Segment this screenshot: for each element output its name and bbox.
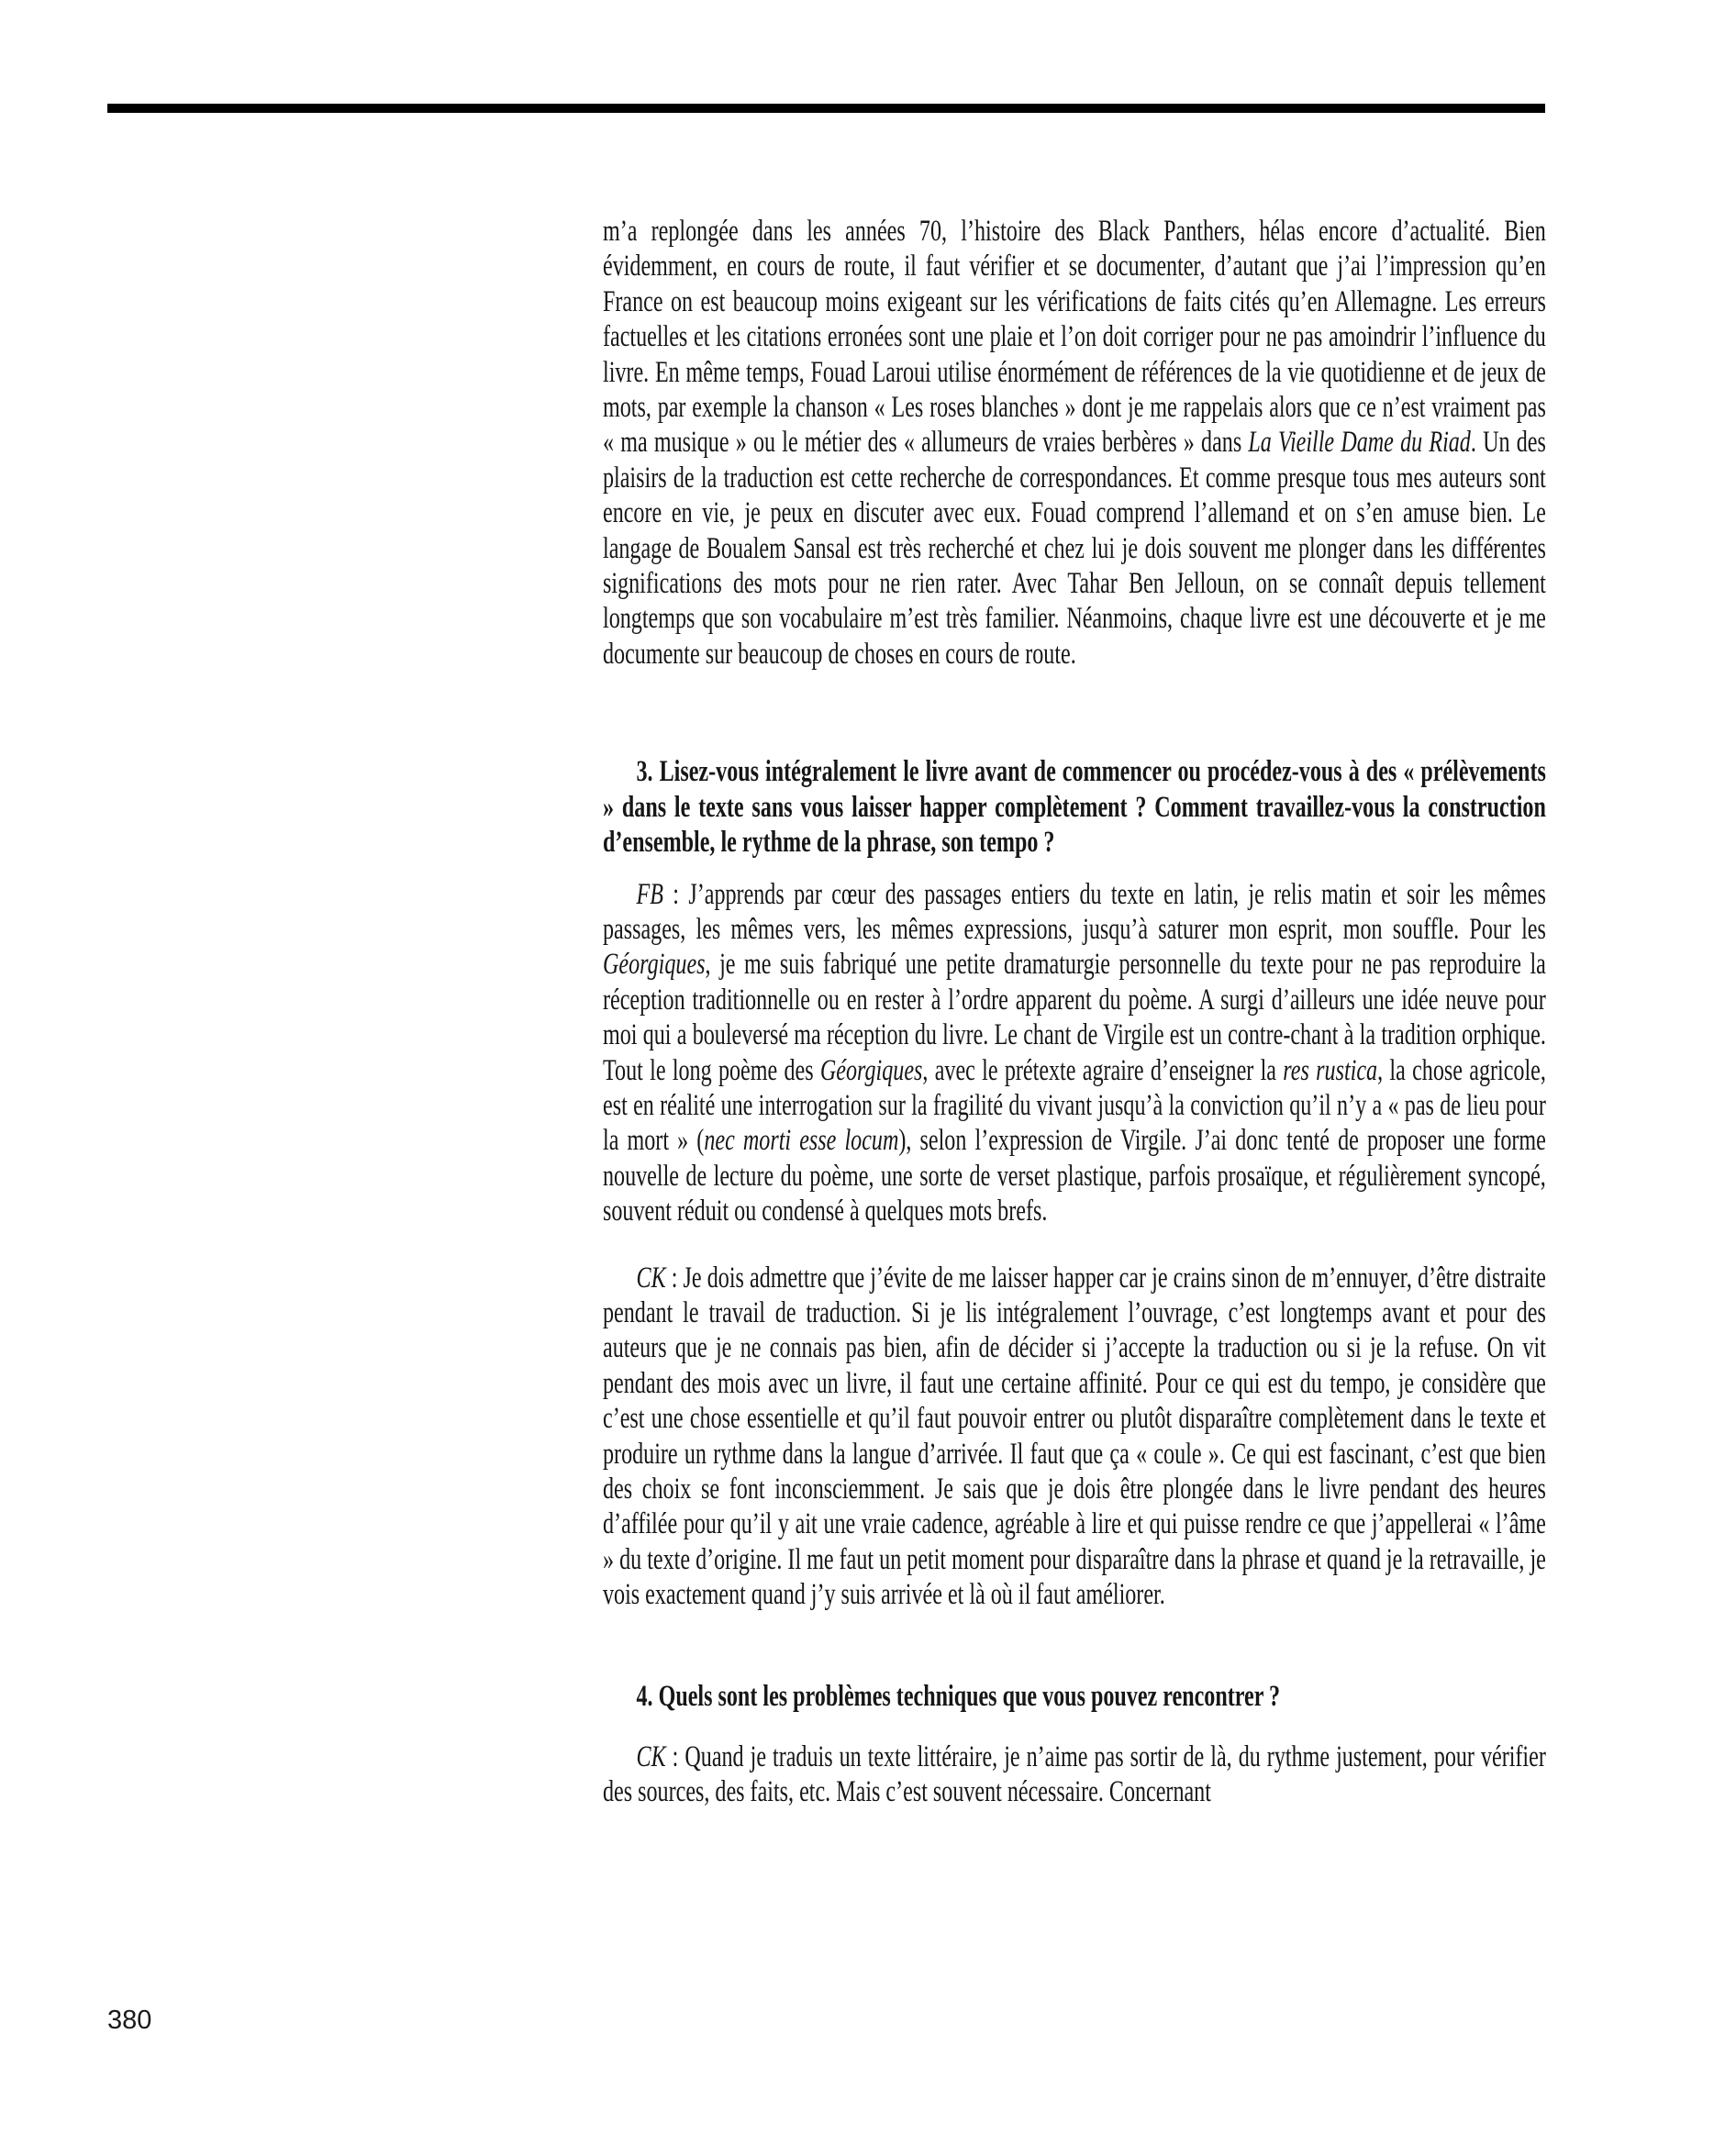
italic-run: CK [636, 1740, 666, 1774]
question-4 [603, 1679, 1546, 1714]
text-run: m’a replongée dans les années 70, l’histoire des Black Panthers, hélas encore d’actualité. Bien évidemment, en cours de route, il faut vérifier et se documenter, d’autant que j’ai l’impression qu’en France on est beaucoup moins exigeant sur les vérifications de faits cités qu’en Allemagne. Les erreurs factuelles et les citations erronées sont une plaie et l’on doit corriger pour ne pas amoindrir l’influence du livre. En même temps, Fouad Laroui utilise énormément de références de la vie quotidienne et de jeux de mots, par exemple la chanson « Les roses blanches » dont je me rappelais alors que ce n’est vraiment pas « ma musique » ou le métier des « allumeurs de vraies berbères » dans [603, 215, 1546, 460]
italic-run: Géorgiques [819, 1053, 923, 1087]
italic-run: La Vieille Dame du Riad [1248, 426, 1471, 460]
italic-run: CK [636, 1261, 666, 1295]
page-number: 380 [107, 2006, 152, 2035]
text-run: , avec le prétexte agraire d’enseigner la [922, 1053, 1284, 1087]
question-3 [603, 754, 1546, 860]
continuation-paragraph [603, 214, 1546, 672]
text-run: : Je dois admettre que j’évite de me laisser happer car je crains sinon de m’ennuyer, d’être distraite pendant le travail de traduction. Si je lis intégralement l’ouvrage, c’est longtemps avant et pour des auteurs que je ne connais pas bien, afin de décider si j’accepte la traduction ou si je la refuse. On vit pendant des mois avec un livre, il faut une certaine affinité. Pour ce qui est du tempo, je considère que c’est une chose essentielle et qu’il faut pouvoir entrer ou plutôt disparaître complètement dans le texte et produire un rythme dans la langue d’arrivée. Il faut que ça « coule ». Ce qui est fascinant, c’est que bien des choix se font inconsciemment. Je sais que je dois être plongée dans le livre pendant des heures d’affilée pour qu’il y ait une vraie cadence, agréable à lire et qui puisse rendre ce que j’appellerai « l’âme » du texte d’origine. Il me faut un petit moment pour disparaître dans la phrase et quand je la retravaille, je vois exactement quand j’y suis arrivée et là où il faut améliorer. [603, 1261, 1546, 1612]
italic-run: res rustica [1283, 1053, 1378, 1087]
answer-ck-2 [603, 1739, 1546, 1810]
italic-run: Géorgiques [603, 948, 706, 982]
text-run: 3. Lisez-vous intégralement le livre avant de commencer ou procédez-vous à des « prélèvements » dans le texte sans vous laisser happer complètement ? Comment travaillez-vous la construction d’ensemble, le rythme de la phrase, son tempo ? [603, 755, 1546, 860]
text-run: 4. Quels sont les problèmes techniques que vous pouvez rencontrer ? [636, 1679, 1281, 1713]
text-column [603, 214, 1546, 1810]
text-run: : Quand je traduis un texte littéraire, je n’aime pas sortir de là, du rythme justement, pour vérifier des sources, des faits, etc. Mais c’est souvent nécessaire. Concernant [603, 1740, 1546, 1809]
text-run: ), selon l’expression de Virgile. J’ai donc tenté de proposer une forme nouvelle de lecture du poème, une sorte de verset plastique, parfois prosaïque, et régulièrement syncopé, souvent réduit ou condensé à quelques mots brefs. [603, 1124, 1546, 1228]
italic-run: FB [636, 877, 663, 911]
italic-run: nec morti esse locum [704, 1124, 899, 1158]
answer-ck [603, 1261, 1546, 1613]
text-run: . Un des plaisirs de la traduction est cette recherche de correspondances. Et comme presque tous mes auteurs sont encore en vie, je peux en discuter avec eux. Fouad comprend l’allemand et on s’en amuse bien. Le langage de Boualem Sansal est très recherché et chez lui je dois souvent me plonger dans les différentes significations des mots pour ne rien rater. Avec Tahar Ben Jelloun, on se connaît depuis tellement longtemps que son vocabulaire m’est très familier. Néanmoins, chaque livre est une découverte et je me documente sur beaucoup de choses en cours de route. [603, 426, 1546, 671]
header-rule [107, 104, 1545, 113]
text-run: , je me suis fabriqué une petite dramaturgie personnelle du texte pour ne pas reproduire la réception traditionnelle ou en rester à l’ordre apparent du poème. A surgi d’ailleurs une idée neuve pour moi qui a bouleversé ma réception du livre. Le chant de Virgile est un contre-chant à la tradition orphique. Tout le long poème des [603, 948, 1546, 1087]
answer-fb [603, 877, 1546, 1229]
text-run: : J’apprends par cœur des passages entiers du texte en latin, je relis matin et soir les mêmes passages, les mêmes vers, les mêmes expressions, jusqu’à saturer mon esprit, mon souffle. Pour les [603, 877, 1546, 946]
text-run: , la chose agricole, est en réalité une interrogation sur la fragilité du vivant jusqu’à la conviction qu’il n’y a « pas de lieu pour la mort » ( [603, 1053, 1546, 1158]
